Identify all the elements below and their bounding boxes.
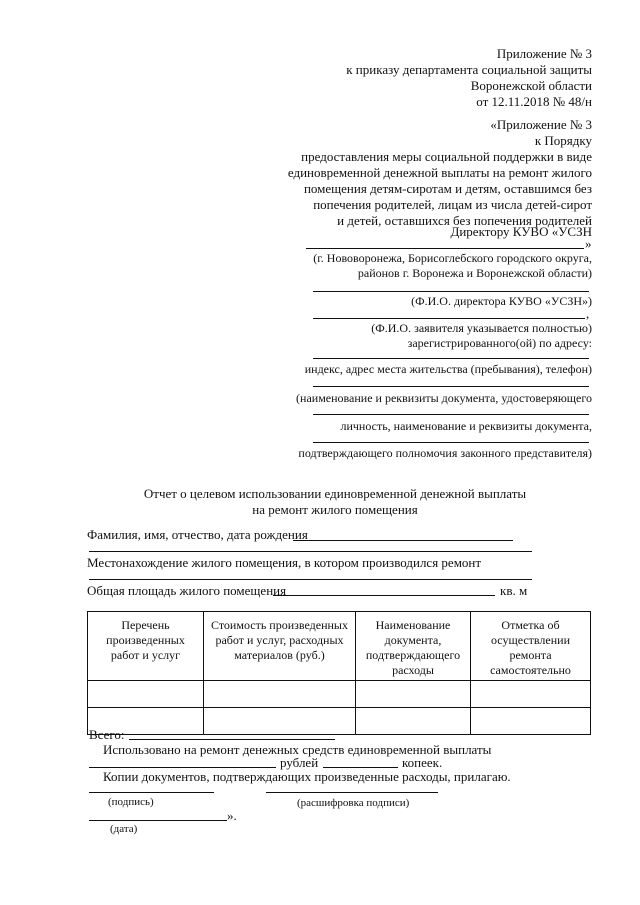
area-unit: кв. м — [500, 583, 528, 598]
applicant-comma: , — [586, 306, 590, 321]
doc-line-3 — [313, 442, 589, 443]
order-appendix-line7: и детей, оставшихся без попечения родителей — [337, 213, 592, 228]
appendix-line3: Воронежской области — [470, 78, 592, 93]
table-cell[interactable] — [204, 708, 356, 735]
table-cell[interactable] — [204, 681, 356, 708]
date-line[interactable] — [89, 820, 227, 821]
table-cell[interactable] — [356, 681, 471, 708]
director-name-line — [313, 291, 589, 292]
district-hint-line2: районов г. Воронежа и Воронежской области) — [357, 266, 592, 280]
table-cell[interactable] — [356, 708, 471, 735]
signature-hint: (подпись) — [108, 796, 154, 808]
director-name-hint: (Ф.И.О. директора КУВО «УСЗН») — [411, 294, 592, 308]
header-document: Наименование документа, подтверждающего расходы — [356, 612, 471, 681]
order-appendix-line1: «Приложение № 3 — [490, 117, 592, 132]
kopecks-input-line[interactable] — [323, 767, 398, 768]
appendix-line1: Приложение № 3 — [496, 46, 592, 61]
total-label: Всего: — [89, 727, 125, 742]
director-label: Директору КУВО «УСЗН — [450, 224, 592, 239]
district-hint — [313, 251, 592, 281]
expenses-table — [87, 611, 591, 735]
applicant-hint: (Ф.И.О. заявителя указывается полностью) — [371, 321, 592, 335]
used-text: Использовано на ремонт денежных средств единовременной выплаты — [103, 742, 492, 757]
table-cell[interactable] — [471, 708, 591, 735]
area-input-line[interactable] — [273, 595, 495, 596]
header-works: Перечень произведенных работ и услуг — [88, 612, 204, 681]
fio-label: Фамилия, имя, отчество, дата рождения — [87, 527, 308, 542]
order-appendix-block — [288, 117, 592, 229]
signature-decode-line[interactable] — [266, 792, 438, 793]
table-cell[interactable] — [471, 681, 591, 708]
signature-line[interactable] — [89, 792, 214, 793]
appendix-line4: от 12.11.2018 № 48/н — [476, 94, 592, 109]
kopecks-label: копеек. — [402, 755, 443, 770]
order-appendix-line5: помещения детям-сиротам и детям, оставшимся без — [303, 181, 592, 196]
table-cell[interactable] — [88, 681, 204, 708]
registered-label: зарегистрированного(ой) по адресу: — [407, 336, 592, 350]
table-row — [88, 681, 591, 708]
close-quote: » — [585, 236, 592, 251]
table-row — [88, 708, 591, 735]
doc-line-1 — [313, 386, 589, 387]
rubles-label: рублей — [280, 755, 319, 770]
table-header-row — [88, 612, 591, 681]
doc-hint-1: (наименование и реквизиты документа, удостоверяющего — [296, 391, 592, 405]
closing-quote: ». — [227, 808, 237, 823]
date-hint: (дата) — [110, 823, 138, 835]
order-appendix-line2: к Порядку — [534, 133, 592, 148]
address-line — [313, 358, 589, 359]
report-title — [120, 486, 550, 518]
order-appendix-line6: попечения родителей, лицам из числа детей-сирот — [313, 197, 592, 212]
address-hint: индекс, адрес места жительства (пребывания), телефон) — [304, 362, 592, 376]
rubles-input-line[interactable] — [89, 767, 276, 768]
header-self-repair: Отметка об осуществлении ремонта самостоятельно — [471, 612, 591, 681]
doc-line-2 — [313, 414, 589, 415]
header-cost: Стоимость произведенных работ и услуг, расходных материалов (руб.) — [204, 612, 356, 681]
order-appendix-line4: единовременной денежной выплаты на ремонт жилого — [287, 165, 592, 180]
applicant-line — [313, 318, 585, 319]
copies-text: Копии документов, подтверждающих произведенные расходы, прилагаю. — [103, 769, 511, 784]
location-label: Местонахождение жилого помещения, в котором производился ремонт — [87, 555, 482, 570]
fio-input-line[interactable] — [293, 540, 513, 541]
report-title-line2: на ремонт жилого помещения — [252, 502, 418, 517]
doc-hint-2: личность, наименование и реквизиты документа, — [340, 419, 592, 433]
district-hint-line1: (г. Нововоронежа, Борисоглебского городского округа, — [313, 251, 592, 265]
order-appendix-line3: предоставления меры социальной поддержки в виде — [301, 149, 592, 164]
doc-hint-3: подтверждающего полномочия законного представителя) — [298, 446, 592, 460]
location-input-line[interactable] — [89, 579, 532, 580]
appendix-block — [346, 46, 592, 110]
appendix-line2: к приказу департамента социальной защиты — [346, 62, 592, 77]
report-title-line1: Отчет о целевом использовании единовременной денежной выплаты — [143, 486, 527, 501]
signature-decode-hint: (расшифровка подписи) — [297, 797, 410, 809]
fio-input-line-2[interactable] — [89, 551, 532, 552]
total-input-line[interactable] — [129, 739, 335, 740]
area-label: Общая площадь жилого помещения — [87, 583, 287, 598]
district-line — [306, 248, 584, 249]
